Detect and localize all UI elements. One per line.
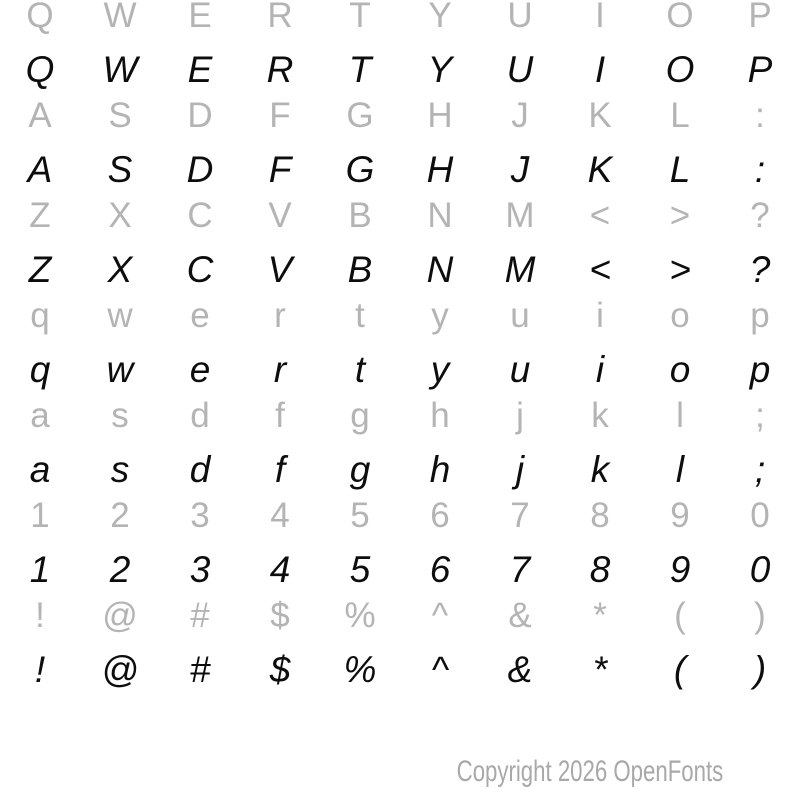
glyph-cell: ^	[431, 649, 449, 690]
glyph-row-uppercase-top-reference	[0, 0, 800, 40]
glyph-cell: Z	[28, 249, 52, 290]
glyph-cell: Z	[29, 196, 51, 235]
glyph-cell: k	[590, 449, 610, 490]
glyph-cell: y	[430, 349, 450, 390]
glyph-cell: i	[595, 349, 605, 390]
glyph-cell: C	[186, 249, 214, 290]
glyph-cell: R	[266, 49, 294, 90]
glyph-cell: !	[34, 649, 46, 690]
glyph-cell: j	[516, 396, 524, 435]
glyph-cell: e	[189, 349, 211, 390]
glyph-cell: W	[103, 0, 137, 35]
glyph-cell: H	[426, 149, 454, 190]
glyph-row-lowercase-top-reference	[0, 296, 800, 340]
glyph-cell: $	[269, 649, 291, 690]
glyph-cell: P	[747, 49, 773, 90]
glyph-cell: i	[596, 296, 604, 335]
glyph-cell: T	[348, 49, 372, 90]
glyph-row-symbols-reference	[0, 596, 800, 640]
glyph-cell: 2	[109, 549, 131, 590]
glyph-cell: 7	[510, 496, 530, 535]
glyph-cell: I	[594, 49, 606, 90]
glyph-cell: 7	[509, 549, 531, 590]
glyph-cell: O	[665, 49, 695, 90]
glyph-cell: g	[349, 449, 371, 490]
glyph-cell: D	[186, 149, 214, 190]
glyph-cell: P	[748, 0, 772, 35]
glyph-cell: s	[111, 396, 129, 435]
glyph-cell: Q	[25, 49, 55, 90]
glyph-cell: q	[29, 349, 51, 390]
glyph-cell: *	[592, 649, 608, 690]
glyph-cell: M	[505, 196, 535, 235]
glyph-row-lowercase-top-preview	[0, 340, 800, 400]
glyph-cell: I	[595, 0, 605, 35]
glyph-cell: J	[510, 149, 530, 190]
glyph-cell: (	[673, 649, 687, 690]
glyph-row-uppercase-top-preview	[0, 40, 800, 100]
glyph-cell: E	[188, 0, 212, 35]
glyph-cell: o	[670, 296, 690, 335]
glyph-cell: 5	[349, 549, 371, 590]
glyph-cell: 3	[190, 496, 210, 535]
glyph-cell: )	[753, 649, 767, 690]
glyph-cell: Q	[26, 0, 54, 35]
glyph-cell: :	[755, 96, 765, 135]
glyph-cell: 5	[350, 496, 370, 535]
glyph-cell: h	[429, 449, 451, 490]
glyph-cell: &	[507, 649, 533, 690]
glyph-cell: o	[669, 349, 691, 390]
glyph-cell: V	[267, 249, 293, 290]
glyph-cell: Y	[427, 49, 453, 90]
glyph-cell: B	[348, 196, 372, 235]
glyph-cell: s	[110, 449, 130, 490]
glyph-cell: 3	[189, 549, 211, 590]
glyph-cell: 4	[270, 496, 290, 535]
glyph-cell: t	[354, 349, 366, 390]
glyph-cell: r	[274, 296, 286, 335]
glyph-cell: >	[669, 249, 691, 290]
glyph-cell: e	[190, 296, 210, 335]
glyph-cell: d	[189, 449, 211, 490]
glyph-cell: C	[187, 196, 213, 235]
glyph-cell: F	[269, 96, 291, 135]
glyph-cell: &	[508, 596, 532, 635]
glyph-cell: L	[669, 149, 691, 190]
glyph-cell: 1	[30, 496, 50, 535]
glyph-cell: N	[426, 249, 454, 290]
glyph-row-uppercase-bottom-reference	[0, 196, 800, 240]
glyph-cell: A	[28, 96, 52, 135]
glyph-cell: u	[509, 349, 531, 390]
glyph-cell: w	[106, 349, 134, 390]
glyph-cell: J	[511, 96, 529, 135]
glyph-cell: <	[589, 249, 611, 290]
glyph-cell: G	[346, 96, 374, 135]
glyph-cell: *	[593, 596, 607, 635]
glyph-cell: ;	[755, 396, 765, 435]
glyph-cell: X	[107, 249, 133, 290]
glyph-cell: L	[670, 96, 690, 135]
glyph-cell: p	[749, 349, 771, 390]
glyph-cell: S	[108, 96, 132, 135]
glyph-cell: O	[666, 0, 694, 35]
glyph-cell: a	[30, 396, 50, 435]
glyph-cell: U	[507, 0, 533, 35]
glyph-cell: h	[430, 396, 450, 435]
glyph-cell: @	[101, 649, 139, 690]
glyph-cell: 1	[29, 549, 51, 590]
glyph-cell: H	[427, 96, 453, 135]
glyph-cell: F	[268, 149, 292, 190]
glyph-cell: %	[344, 596, 376, 635]
glyph-cell: q	[30, 296, 50, 335]
glyph-cell: %	[343, 649, 377, 690]
glyph-cell: d	[190, 396, 210, 435]
glyph-cell: G	[345, 149, 375, 190]
glyph-cell: X	[108, 196, 132, 235]
glyph-cell: p	[750, 296, 770, 335]
glyph-cell: #	[189, 649, 211, 690]
glyph-cell: u	[510, 296, 530, 335]
glyph-cell: 2	[110, 496, 130, 535]
glyph-cell: 0	[750, 496, 770, 535]
glyph-cell: 8	[590, 496, 610, 535]
glyph-cell: <	[589, 196, 611, 235]
glyph-cell: S	[107, 149, 133, 190]
glyph-row-uppercase-bottom-preview	[0, 240, 800, 300]
glyph-cell: R	[267, 0, 293, 35]
glyph-cell: ^	[431, 596, 449, 635]
glyph-cell: 8	[589, 549, 611, 590]
glyph-cell: l	[675, 449, 685, 490]
glyph-row-symbols-preview	[0, 640, 800, 700]
glyph-cell: 4	[269, 549, 291, 590]
glyph-cell: K	[588, 96, 612, 135]
glyph-cell: f	[274, 449, 286, 490]
glyph-cell: l	[676, 396, 684, 435]
glyph-cell: :	[754, 149, 766, 190]
glyph-cell: W	[102, 49, 138, 90]
glyph-cell: j	[515, 449, 525, 490]
glyph-cell: N	[427, 196, 453, 235]
glyph-row-uppercase-home-reference	[0, 96, 800, 140]
glyph-cell: ?	[750, 196, 770, 235]
glyph-cell: 6	[430, 496, 450, 535]
glyph-cell: 9	[669, 549, 691, 590]
glyph-cell: )	[754, 596, 766, 635]
glyph-cell: B	[347, 249, 373, 290]
glyph-cell: A	[27, 149, 53, 190]
glyph-cell: ;	[754, 449, 766, 490]
glyph-cell: 0	[749, 549, 771, 590]
glyph-row-digits-preview	[0, 540, 800, 600]
glyph-cell: @	[102, 596, 138, 635]
glyph-cell: k	[591, 396, 609, 435]
glyph-cell: r	[273, 349, 287, 390]
glyph-cell: f	[275, 396, 285, 435]
glyph-cell: V	[268, 196, 292, 235]
glyph-cell: y	[431, 296, 449, 335]
glyph-cell: (	[674, 596, 686, 635]
glyph-cell: T	[349, 0, 371, 35]
glyph-cell: M	[504, 249, 536, 290]
glyph-cell: 6	[429, 549, 451, 590]
glyph-cell: Y	[428, 0, 452, 35]
glyph-cell: >	[669, 196, 691, 235]
glyph-cell: !	[35, 596, 45, 635]
glyph-row-lowercase-home-reference	[0, 396, 800, 440]
glyph-cell: t	[355, 296, 365, 335]
glyph-cell: ?	[749, 249, 771, 290]
glyph-row-uppercase-home-preview	[0, 140, 800, 200]
glyph-cell: K	[587, 149, 613, 190]
glyph-cell: a	[29, 449, 51, 490]
glyph-cell: g	[350, 396, 370, 435]
glyph-row-digits-reference	[0, 496, 800, 540]
glyph-cell: 9	[670, 496, 690, 535]
glyph-cell: $	[270, 596, 290, 635]
glyph-cell: w	[107, 296, 133, 335]
glyph-cell: E	[187, 49, 213, 90]
glyph-row-lowercase-home-preview	[0, 440, 800, 500]
glyph-cell: #	[190, 596, 210, 635]
copyright-text: Copyright 2026 OpenFonts	[456, 755, 723, 788]
glyph-cell: U	[506, 49, 534, 90]
glyph-cell: D	[187, 96, 213, 135]
